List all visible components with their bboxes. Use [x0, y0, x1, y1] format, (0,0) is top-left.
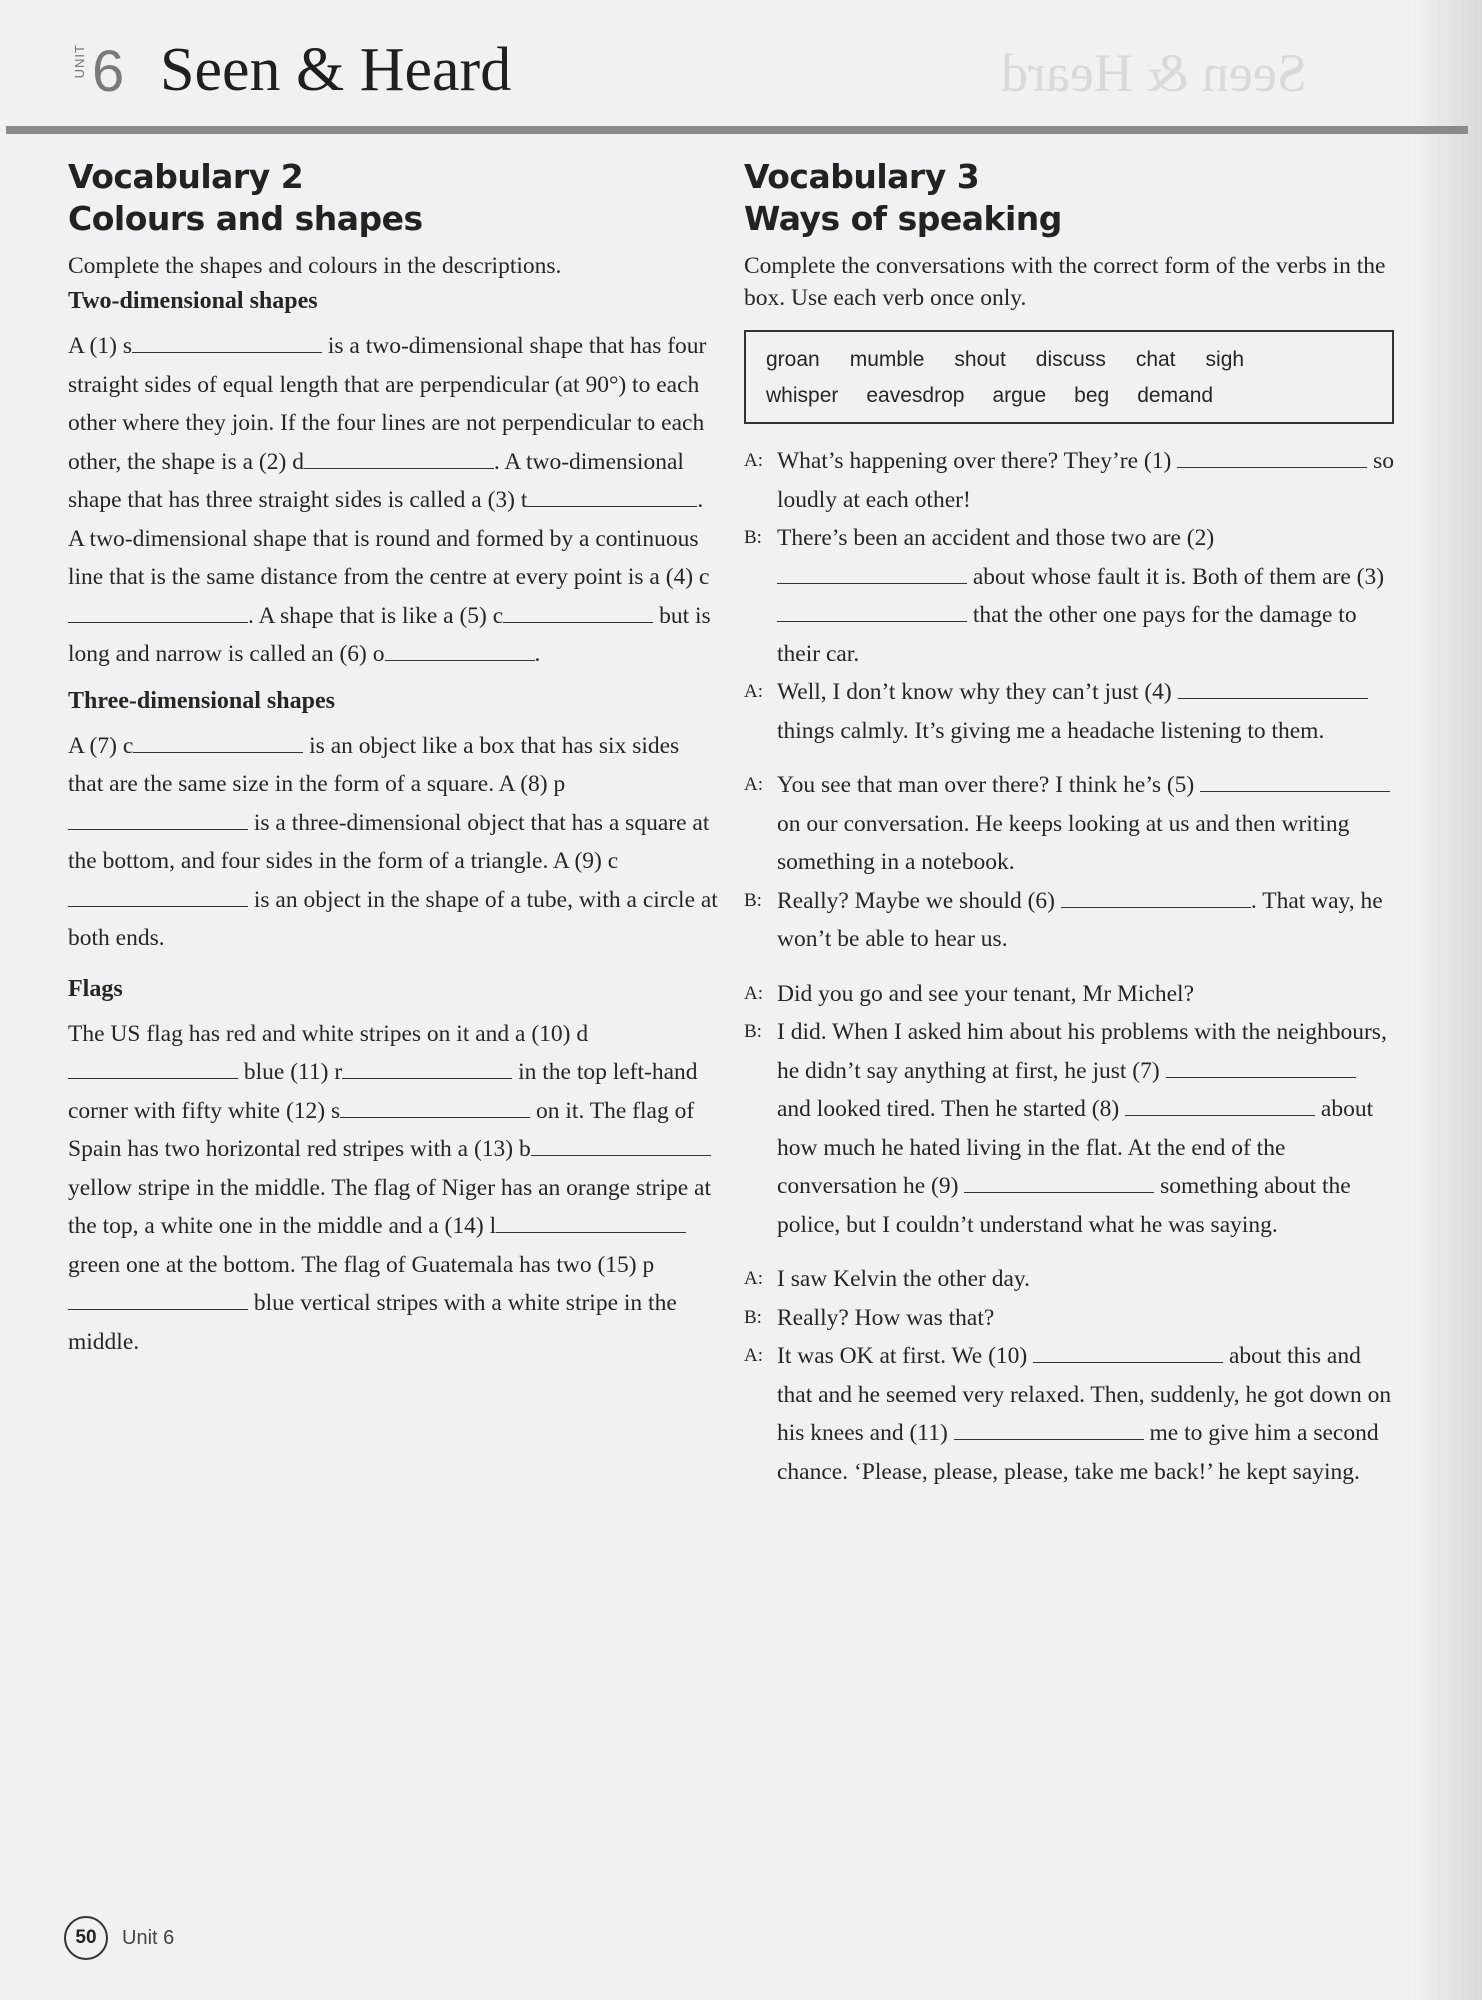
footer-unit-label: Unit 6 [122, 1926, 175, 1949]
verb: groan [766, 348, 820, 371]
instruction: Complete the shapes and colours in the descriptions. [68, 253, 562, 279]
dialogue-line: B: There’s been an accident and those two are (2) about whose fault it is. Both of them are (3) that the other one pays for the damage to their car. [744, 519, 1394, 673]
speaker-b: B: [744, 1021, 762, 1042]
paragraph-two-dimensional: A (1) s is a two-dimensional shape that has four straight sides of equal length that are perpendicular (at 90°) to each other where they join. If the four lines are not perpendicular to each other, the shape is a (2) d . A two-dimensional shape that has three straight sides is called a (3) t . A two-dimensional shape that is round and formed by a continuous line that is the same distance from the centre at every point is a (4) c. A shape that is like a (5) c but is long and narrow is called an (6) o . [68, 333, 711, 667]
verb: demand [1137, 384, 1214, 407]
paragraph-three-dimensional: A (7) c is an object like a box that has six sides that are the same size in the form of a square. A (8) p is a three-dimensional object that has a square at the bottom, and four sides in the form of a triangle. A (9) c is an object in the shape of a tube, with a circle at both ends. [68, 732, 718, 951]
blank-2[interactable] [777, 563, 967, 584]
verb: mumble [849, 348, 925, 371]
verb: chat [1135, 348, 1176, 371]
instruction: Complete the conversations with the correct form of the verbs in the box. Use each verb once only. [744, 253, 1386, 311]
dialogue-line: A: It was OK at first. We (10) about this and that and he seemed very relaxed. Then, suddenly, he got down on his knees and (11) me to give him a second chance. ‘Please, please, please, take me back!’ he kept saying. [744, 1337, 1394, 1491]
unit-label: UNIT [72, 44, 87, 79]
speaker-b: B: [744, 1306, 762, 1328]
blank-4[interactable] [1178, 678, 1368, 699]
blank-9[interactable] [964, 1172, 1154, 1193]
section-title: Vocabulary 2 [68, 157, 304, 196]
blank-7[interactable] [133, 732, 303, 753]
dialogue-2 [744, 766, 1394, 959]
section-title: Vocabulary 3 [744, 157, 980, 196]
blank-11[interactable] [342, 1058, 512, 1079]
dialogue-3 [744, 975, 1394, 1245]
blank-8[interactable] [1125, 1095, 1315, 1116]
blank-8[interactable] [68, 809, 248, 830]
speaker-a: A: [744, 1268, 763, 1289]
verb-row-1 [766, 342, 1376, 378]
page-footer [64, 1916, 174, 1960]
blank-1[interactable] [1177, 447, 1367, 468]
blank-3[interactable] [527, 486, 697, 507]
section-subtitle: Colours and shapes [68, 199, 423, 238]
verb: sigh [1205, 348, 1245, 371]
blank-1[interactable] [132, 332, 322, 353]
speaker-a: A: [744, 1345, 763, 1366]
blank-5[interactable] [1200, 771, 1390, 792]
dialogue-line: B: Really? Maybe we should (6) . That way, he won’t be able to hear us. [744, 882, 1394, 959]
dialogue-line: A: Did you go and see your tenant, Mr Michel? [744, 975, 1394, 1014]
page-number: 50 [64, 1916, 108, 1960]
dialogue-line: A: What’s happening over there? They’re (1) so loudly at each other! [744, 442, 1394, 519]
blank-12[interactable] [340, 1097, 530, 1118]
blank-14[interactable] [496, 1212, 686, 1233]
verb: argue [992, 384, 1047, 407]
unit-number: 6 [92, 39, 125, 104]
blank-2[interactable] [304, 448, 494, 469]
subheading-two-dimensional: Two-dimensional shapes [68, 288, 318, 314]
blank-3[interactable] [777, 601, 967, 622]
dialogue-1 [744, 442, 1394, 750]
dialogue-line: A: Well, I don’t know why they can’t just (4) things calmly. It’s giving me a headache listening to them. [744, 673, 1394, 750]
speaker-b: B: [744, 527, 762, 548]
vocabulary-3-section [744, 156, 1394, 1507]
show-through-title: Seen & Heard [1001, 43, 1307, 103]
verb: discuss [1035, 348, 1106, 371]
page-edge-shadow [1412, 0, 1482, 2000]
blank-5[interactable] [503, 602, 653, 623]
vocabulary-2-section [68, 156, 718, 1361]
speaker-b: B: [744, 889, 762, 911]
verb: eavesdrop [866, 384, 965, 407]
blank-4[interactable] [68, 602, 248, 623]
blank-15[interactable] [68, 1289, 248, 1310]
blank-6[interactable] [385, 640, 535, 661]
blank-10[interactable] [68, 1058, 238, 1079]
speaker-a: A: [744, 982, 763, 1004]
verb-row-2 [766, 378, 1376, 414]
verb: beg [1074, 384, 1110, 407]
dialogue-line: A: I saw Kelvin the other day. [744, 1260, 1394, 1299]
page-title: Seen & Heard [160, 36, 512, 104]
blank-9[interactable] [68, 886, 248, 907]
header-rule [6, 126, 1468, 134]
dialogue-line: B: I did. When I asked him about his problems with the neighbours, he didn’t say anything at first, he just (7) and looked tired. Then he started (8) about how much he hated living in the flat. At the end of the conversation he (9) something about the police, but I couldn’t understand what he was saying. [744, 1013, 1394, 1244]
verb: shout [954, 348, 1006, 371]
subheading-flags: Flags [68, 975, 123, 1002]
speaker-a: A: [744, 774, 763, 795]
dialogue-line: A: You see that man over there? I think he’s (5) on our conversation. He keeps looking at us and then writing something in a notebook. [744, 766, 1394, 882]
section-subtitle: Ways of speaking [744, 199, 1062, 238]
blank-7[interactable] [1166, 1057, 1356, 1078]
dialogue-4 [744, 1260, 1394, 1491]
blank-6[interactable] [1061, 887, 1251, 908]
paragraph-flags: The US flag has red and white stripes on it and a (10) d blue (11) r in the top left-hand corner with fifty white (12) s on it. The flag of Spain has two horizontal red stripes with a (13) b yellow stripe in the middle. The flag of Niger has an orange stripe at the top, a white one in the middle and a (14) l green one at the bottom. The flag of Guatemala has two (15) p blue vertical stripes with a white stripe in the middle. [68, 1020, 712, 1355]
blank-10[interactable] [1033, 1342, 1223, 1363]
verb-box [744, 330, 1394, 424]
blank-13[interactable] [531, 1135, 711, 1156]
subheading-three-dimensional: Three-dimensional shapes [68, 687, 335, 714]
speaker-a: A: [744, 450, 763, 471]
blank-11[interactable] [954, 1419, 1144, 1440]
dialogue-line: B: Really? How was that? [744, 1299, 1394, 1338]
verb: whisper [766, 384, 839, 407]
speaker-a: A: [744, 681, 763, 702]
